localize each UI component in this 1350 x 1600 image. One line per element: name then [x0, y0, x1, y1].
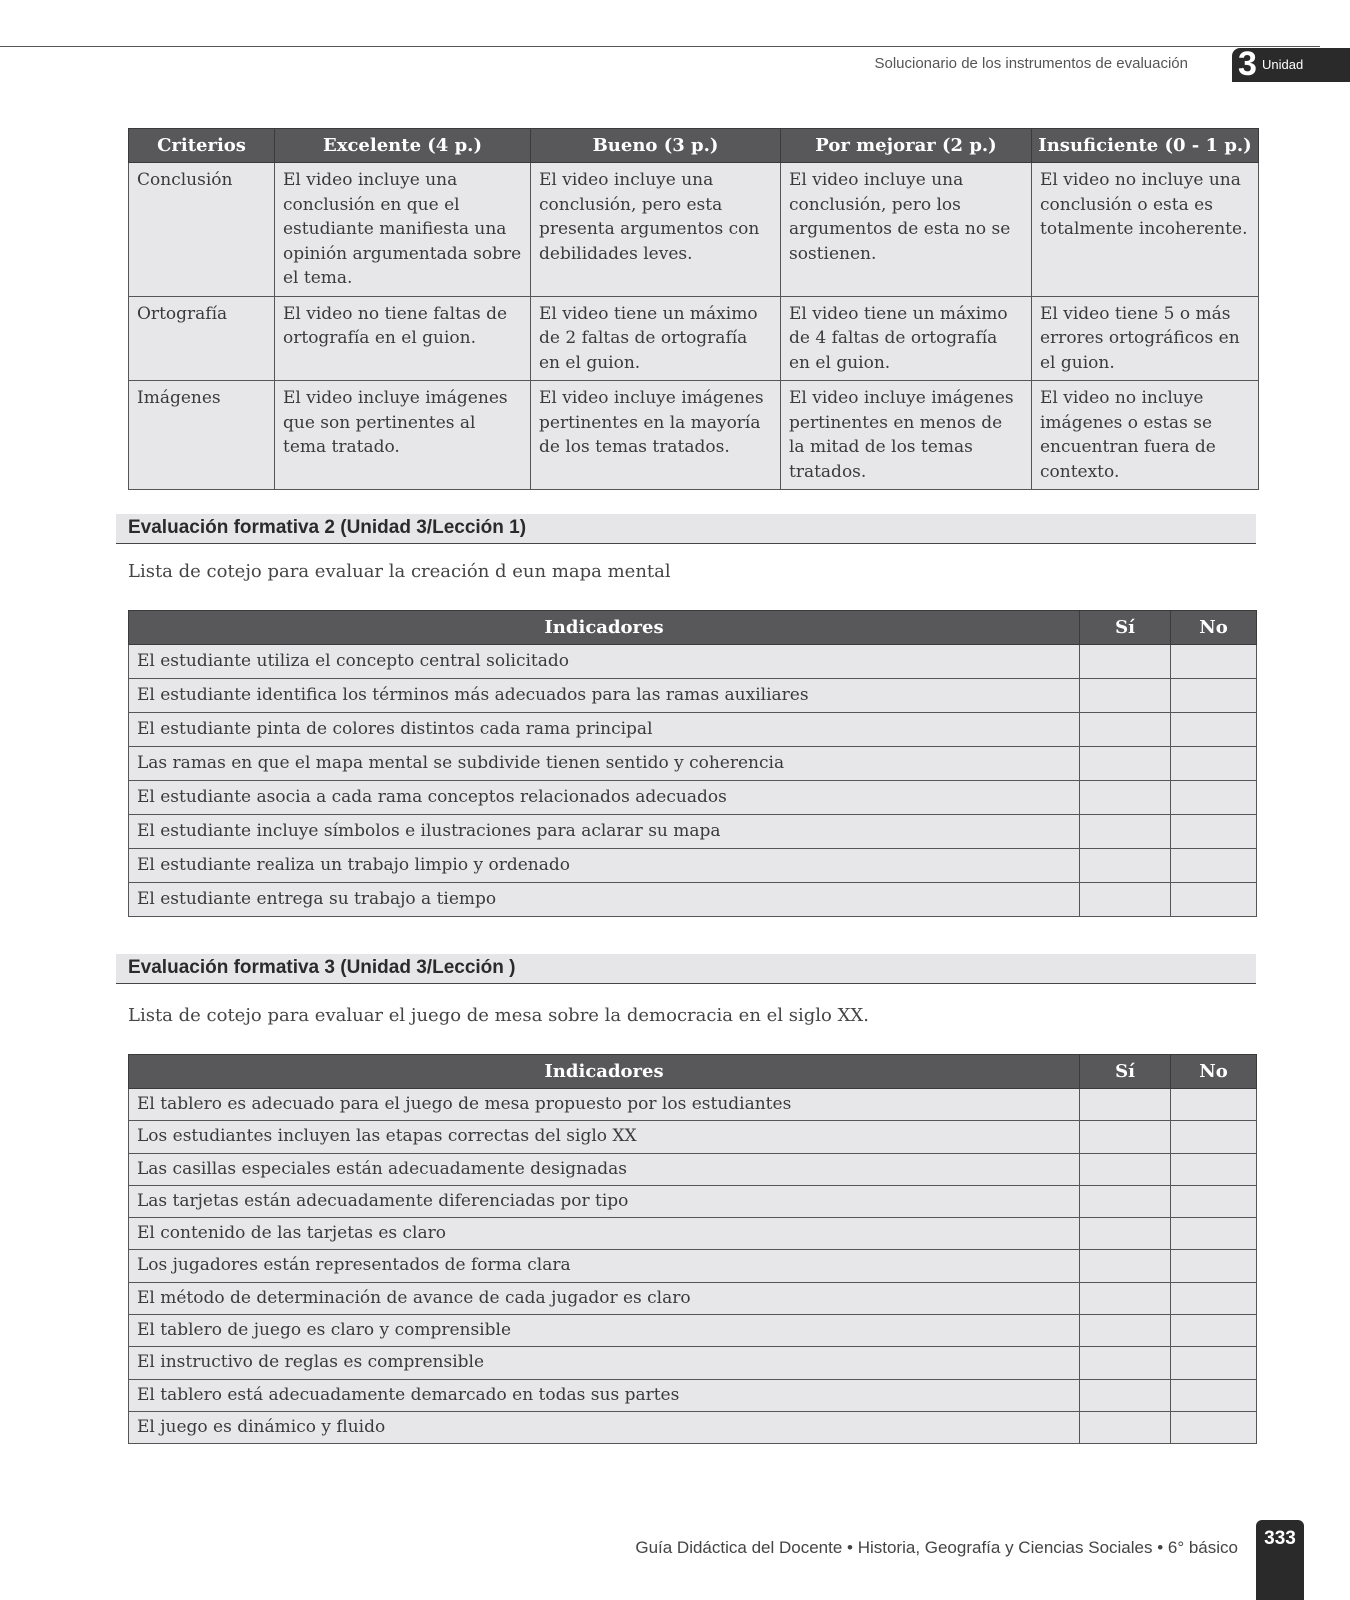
indicator-text: Las tarjetas están adecuadamente diferenciadas por tipo [129, 1185, 1080, 1217]
no-checkbox-cell[interactable] [1171, 849, 1257, 883]
rubric-cell: El video no incluye una conclusión o esta es totalmente incoherente. [1032, 163, 1259, 297]
yes-checkbox-cell[interactable] [1080, 1218, 1171, 1250]
yes-checkbox-cell[interactable] [1080, 747, 1171, 781]
page-number-tab [1256, 1520, 1304, 1600]
yes-checkbox-cell[interactable] [1080, 1250, 1171, 1282]
section-intro: Lista de cotejo para evaluar la creación d eun mapa mental [128, 561, 671, 582]
indicator-text: El estudiante asocia a cada rama conceptos relacionados adecuados [129, 781, 1080, 815]
no-checkbox-cell[interactable] [1171, 1282, 1257, 1314]
yes-checkbox-cell[interactable] [1080, 1153, 1171, 1185]
indicator-text: Los jugadores están representados de forma clara [129, 1250, 1080, 1282]
indicator-text: El estudiante realiza un trabajo limpio y ordenado [129, 849, 1080, 883]
checklist-table-mind-map [128, 610, 1257, 917]
indicator-text: El tablero está adecuadamente demarcado en todas sus partes [129, 1379, 1080, 1411]
no-header: No [1171, 1055, 1257, 1089]
no-checkbox-cell[interactable] [1171, 883, 1257, 917]
rubric-header-cell: Insuficiente (0 - 1 p.) [1032, 129, 1259, 163]
yes-checkbox-cell[interactable] [1080, 1121, 1171, 1153]
unit-tab [1232, 45, 1350, 83]
no-checkbox-cell[interactable] [1171, 781, 1257, 815]
section-title: Evaluación formativa 3 (Unidad 3/Lección ) [128, 957, 516, 978]
indicator-text: Las casillas especiales están adecuadamente designadas [129, 1153, 1080, 1185]
checklist-table-board-game [128, 1054, 1257, 1444]
rubric-cell: El video incluye una conclusión, pero esta presenta argumentos con debilidades leves. [531, 163, 781, 297]
header-rule [0, 46, 1320, 47]
yes-checkbox-cell[interactable] [1080, 815, 1171, 849]
rubric-header-cell: Por mejorar (2 p.) [781, 129, 1032, 163]
rubric-criterion: Conclusión [129, 163, 275, 297]
rubric-cell: El video tiene un máximo de 2 faltas de ortografía en el guion. [531, 296, 781, 381]
checklist-row [129, 1185, 1257, 1217]
rubric-row [129, 296, 1259, 381]
section-heading [116, 514, 1256, 544]
indicator-text: Las ramas en que el mapa mental se subdivide tienen sentido y coherencia [129, 747, 1080, 781]
footer-text: Guía Didáctica del Docente • Historia, Geografía y Ciencias Sociales • 6° básico [635, 1538, 1238, 1557]
yes-checkbox-cell[interactable] [1080, 849, 1171, 883]
rubric-header-row [129, 129, 1259, 163]
rubric-header-cell: Criterios [129, 129, 275, 163]
indicator-text: El estudiante utiliza el concepto central solicitado [129, 645, 1080, 679]
indicator-text: El estudiante identifica los términos más adecuados para las ramas auxiliares [129, 679, 1080, 713]
yes-checkbox-cell[interactable] [1080, 781, 1171, 815]
section-intro: Lista de cotejo para evaluar el juego de mesa sobre la democracia en el siglo XX. [128, 1005, 869, 1026]
no-checkbox-cell[interactable] [1171, 1347, 1257, 1379]
yes-checkbox-cell[interactable] [1080, 1411, 1171, 1443]
section-heading [116, 954, 1256, 984]
checklist-row [129, 645, 1257, 679]
checklist-row [129, 849, 1257, 883]
indicator-text: El estudiante incluye símbolos e ilustraciones para aclarar su mapa [129, 815, 1080, 849]
yes-checkbox-cell[interactable] [1080, 1379, 1171, 1411]
rubric-cell: El video incluye imágenes que son pertinentes al tema tratado. [275, 381, 531, 490]
checklist-row [129, 679, 1257, 713]
yes-checkbox-cell[interactable] [1080, 645, 1171, 679]
rubric-cell: El video no incluye imágenes o estas se encuentran fuera de contexto. [1032, 381, 1259, 490]
page-number: 333 [1264, 1528, 1296, 1549]
indicator-text: El instructivo de reglas es comprensible [129, 1347, 1080, 1379]
rubric-cell: El video incluye imágenes pertinentes en menos de la mitad de los temas tratados. [781, 381, 1032, 490]
checklist-row [129, 1218, 1257, 1250]
indicator-text: El estudiante pinta de colores distintos cada rama principal [129, 713, 1080, 747]
yes-header: Sí [1080, 611, 1171, 645]
no-checkbox-cell[interactable] [1171, 747, 1257, 781]
indicator-text: El juego es dinámico y fluido [129, 1411, 1080, 1443]
rubric-criterion: Imágenes [129, 381, 275, 490]
no-checkbox-cell[interactable] [1171, 1379, 1257, 1411]
yes-checkbox-cell[interactable] [1080, 679, 1171, 713]
rubric-cell: El video tiene un máximo de 4 faltas de ortografía en el guion. [781, 296, 1032, 381]
section-title: Evaluación formativa 2 (Unidad 3/Lección 1) [128, 517, 527, 538]
checklist-row [129, 1411, 1257, 1443]
checklist-row [129, 747, 1257, 781]
rubric-row [129, 381, 1259, 490]
indicator-text: El contenido de las tarjetas es claro [129, 1218, 1080, 1250]
indicator-text: Los estudiantes incluyen las etapas correctas del siglo XX [129, 1121, 1080, 1153]
indicator-text: El tablero es adecuado para el juego de mesa propuesto por los estudiantes [129, 1089, 1080, 1121]
rubric-header-cell: Bueno (3 p.) [531, 129, 781, 163]
indicator-text: El tablero de juego es claro y comprensible [129, 1315, 1080, 1347]
checklist-row [129, 1250, 1257, 1282]
checklist-header-row [129, 1055, 1257, 1089]
yes-checkbox-cell[interactable] [1080, 713, 1171, 747]
indicator-text: El método de determinación de avance de cada jugador es claro [129, 1282, 1080, 1314]
unit-label: Unidad [1262, 57, 1304, 72]
unit-number: 3 [1238, 45, 1257, 83]
no-checkbox-cell[interactable] [1171, 1250, 1257, 1282]
rubric-header-cell: Excelente (4 p.) [275, 129, 531, 163]
checklist-row [129, 1379, 1257, 1411]
yes-checkbox-cell[interactable] [1080, 1089, 1171, 1121]
yes-header: Sí [1080, 1055, 1171, 1089]
no-checkbox-cell[interactable] [1171, 1153, 1257, 1185]
checklist-row [129, 713, 1257, 747]
rubric-cell: El video incluye una conclusión, pero los argumentos de esta no se sostienen. [781, 163, 1032, 297]
no-checkbox-cell[interactable] [1171, 1315, 1257, 1347]
no-checkbox-cell[interactable] [1171, 713, 1257, 747]
yes-checkbox-cell[interactable] [1080, 1185, 1171, 1217]
no-checkbox-cell[interactable] [1171, 815, 1257, 849]
checklist-row [129, 781, 1257, 815]
checklist-row [129, 1282, 1257, 1314]
yes-checkbox-cell[interactable] [1080, 1315, 1171, 1347]
checklist-row [129, 1347, 1257, 1379]
checklist-row [129, 1089, 1257, 1121]
rubric-row [129, 163, 1259, 297]
indicator-text: El estudiante entrega su trabajo a tiempo [129, 883, 1080, 917]
header-title: Solucionario de los instrumentos de evaluación [874, 55, 1188, 72]
checklist-row [129, 883, 1257, 917]
yes-checkbox-cell[interactable] [1080, 1347, 1171, 1379]
checklist-row [129, 1315, 1257, 1347]
rubric-criterion: Ortografía [129, 296, 275, 381]
no-checkbox-cell[interactable] [1171, 1121, 1257, 1153]
no-header: No [1171, 611, 1257, 645]
no-checkbox-cell[interactable] [1171, 1185, 1257, 1217]
checklist-row [129, 1153, 1257, 1185]
no-checkbox-cell[interactable] [1171, 645, 1257, 679]
no-checkbox-cell[interactable] [1171, 1089, 1257, 1121]
rubric-cell: El video incluye una conclusión en que el estudiante manifiesta una opinión argumentada sobre el tema. [275, 163, 531, 297]
rubric-cell: El video incluye imágenes pertinentes en la mayoría de los temas tratados. [531, 381, 781, 490]
checklist-row [129, 1121, 1257, 1153]
rubric-cell: El video tiene 5 o más errores ortográficos en el guion. [1032, 296, 1259, 381]
checklist-row [129, 815, 1257, 849]
indicators-header: Indicadores [129, 1055, 1080, 1089]
no-checkbox-cell[interactable] [1171, 679, 1257, 713]
indicators-header: Indicadores [129, 611, 1080, 645]
yes-checkbox-cell[interactable] [1080, 883, 1171, 917]
checklist-header-row [129, 611, 1257, 645]
no-checkbox-cell[interactable] [1171, 1218, 1257, 1250]
yes-checkbox-cell[interactable] [1080, 1282, 1171, 1314]
no-checkbox-cell[interactable] [1171, 1411, 1257, 1443]
rubric-cell: El video no tiene faltas de ortografía en el guion. [275, 296, 531, 381]
rubric-table [128, 128, 1259, 490]
